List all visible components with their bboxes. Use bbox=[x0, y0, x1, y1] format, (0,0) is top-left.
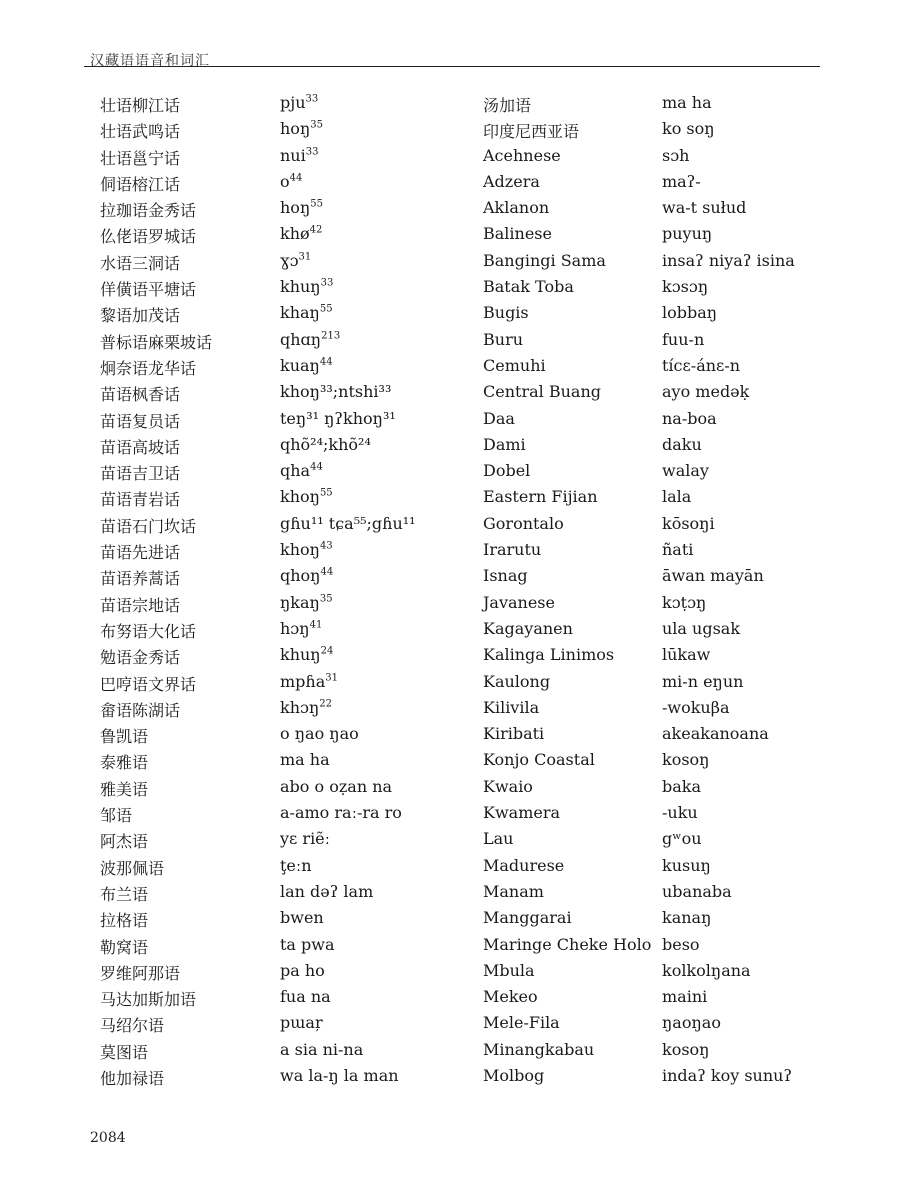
word-form bbox=[662, 1040, 709, 1059]
word-form bbox=[662, 382, 749, 401]
word-form bbox=[662, 935, 700, 954]
form-text: maʔ- bbox=[662, 171, 701, 191]
word-form bbox=[280, 908, 324, 927]
word-form bbox=[280, 251, 311, 270]
word-form bbox=[662, 882, 732, 901]
word-form bbox=[662, 777, 701, 796]
word-form bbox=[280, 724, 359, 743]
word-form bbox=[662, 803, 698, 822]
word-form bbox=[280, 856, 312, 875]
word-form bbox=[280, 829, 330, 848]
form-text: walay bbox=[662, 461, 709, 481]
form-text: ko soŋ bbox=[662, 119, 715, 139]
word-form bbox=[662, 961, 751, 980]
tone-number: 31 bbox=[325, 672, 338, 684]
form-text: ayo medəḳ bbox=[662, 382, 750, 402]
form-text: kōsoŋi bbox=[662, 513, 715, 533]
word-form bbox=[662, 514, 715, 533]
form-text: ŋaoŋao bbox=[662, 1013, 721, 1033]
form-text: ma ha bbox=[280, 750, 330, 770]
tone-number: 43 bbox=[319, 540, 333, 552]
word-form bbox=[280, 540, 333, 559]
word-form bbox=[280, 593, 333, 612]
language-name: 壮语武鸣话 bbox=[100, 122, 181, 142]
language-name: 佯僙语平塘话 bbox=[100, 280, 197, 300]
word-list bbox=[0, 90, 900, 1100]
language-name: 水语三洞话 bbox=[100, 253, 181, 273]
word-form bbox=[280, 382, 391, 401]
language-name: Kwaio bbox=[483, 776, 533, 796]
form-text: khɔŋ bbox=[280, 697, 320, 717]
form-text: fua na bbox=[280, 987, 331, 1007]
word-form bbox=[280, 672, 338, 691]
word-form bbox=[662, 750, 709, 769]
language-name: 勒窝语 bbox=[100, 937, 149, 957]
language-name: 罗维阿那语 bbox=[100, 963, 181, 983]
form-text: khoŋ bbox=[280, 487, 320, 507]
form-text: āwan mayān bbox=[662, 566, 764, 586]
language-name: 炯奈语龙华话 bbox=[100, 358, 197, 378]
language-name: Adzera bbox=[483, 171, 540, 191]
language-name: Dobel bbox=[483, 461, 531, 481]
form-text: daku bbox=[662, 434, 702, 454]
form-text: akeakanoana bbox=[662, 724, 769, 744]
language-name: 壮语柳江话 bbox=[100, 96, 181, 115]
language-name: Minangkabau bbox=[483, 1039, 595, 1059]
form-text: gɦu¹¹ tɕa⁵⁵;gɦu¹¹ bbox=[280, 513, 416, 533]
word-form bbox=[662, 251, 795, 270]
tone-number: 24 bbox=[320, 645, 334, 657]
word-form bbox=[662, 724, 769, 743]
language-name: Cemuhi bbox=[483, 355, 546, 375]
language-name: Molbog bbox=[483, 1065, 545, 1085]
form-text: ubanaba bbox=[662, 881, 732, 901]
form-text: pju bbox=[280, 93, 306, 112]
form-text: kosoŋ bbox=[662, 750, 710, 770]
form-text: fuu-n bbox=[662, 329, 705, 349]
language-name: 仫佬语罗城话 bbox=[100, 227, 197, 247]
word-form bbox=[662, 540, 693, 559]
tone-number: 35 bbox=[319, 593, 333, 605]
language-name: 畲语陈湖话 bbox=[100, 700, 181, 720]
language-name: 布努语大化话 bbox=[100, 621, 197, 641]
language-name: 雅美语 bbox=[100, 779, 149, 799]
language-name: Maringe Cheke Holo bbox=[483, 934, 652, 954]
tone-number: 22 bbox=[319, 698, 332, 710]
language-name: 普标语麻栗坡话 bbox=[100, 332, 213, 352]
form-text: abo o oẓan na bbox=[280, 776, 393, 796]
language-name: 鲁凯语 bbox=[100, 727, 149, 747]
language-name: 苗语吉卫话 bbox=[100, 464, 181, 484]
form-text: kusuŋ bbox=[662, 855, 711, 875]
word-form bbox=[662, 198, 746, 217]
word-form bbox=[280, 777, 392, 796]
form-text: ɣɔ bbox=[280, 250, 299, 270]
language-name: Manggarai bbox=[483, 908, 572, 928]
language-name: Bangingi Sama bbox=[483, 250, 606, 270]
form-text: ta pwa bbox=[280, 934, 335, 954]
word-form bbox=[280, 409, 396, 428]
tone-number: 35 bbox=[310, 119, 323, 131]
form-text: kɔṭɔŋ bbox=[662, 592, 707, 612]
word-form bbox=[662, 1013, 721, 1032]
word-form bbox=[280, 435, 371, 454]
form-text: hoŋ bbox=[280, 119, 311, 139]
form-text: khuŋ bbox=[280, 645, 321, 665]
word-form bbox=[662, 172, 701, 191]
form-text: indaʔ koy sunuʔ bbox=[662, 1065, 793, 1085]
form-text: o bbox=[280, 171, 290, 191]
language-name: Balinese bbox=[483, 224, 552, 244]
word-form bbox=[662, 672, 743, 691]
word-form bbox=[280, 198, 323, 217]
form-text: kuaŋ bbox=[280, 355, 320, 375]
word-form bbox=[280, 93, 318, 112]
form-text: qhõ²⁴;khõ²⁴ bbox=[280, 434, 371, 454]
language-name: 印度尼西亚语 bbox=[483, 122, 580, 142]
word-form bbox=[662, 1066, 792, 1085]
language-name: 邹语 bbox=[100, 806, 133, 826]
form-text: -wokuβa bbox=[662, 697, 730, 717]
form-text: lala bbox=[662, 487, 692, 507]
form-text: a-amo raː-ra ro bbox=[280, 803, 402, 823]
language-name: Mele-Fila bbox=[483, 1013, 560, 1033]
form-text: wa-t sułud bbox=[662, 198, 747, 218]
tone-number: 55 bbox=[319, 488, 333, 500]
form-text: ñati bbox=[662, 540, 694, 560]
word-form bbox=[280, 803, 402, 822]
form-text: maini bbox=[662, 987, 708, 1007]
form-text: khaŋ bbox=[280, 303, 320, 323]
word-form bbox=[280, 146, 318, 165]
language-name: 拉珈语金秀话 bbox=[100, 201, 197, 221]
form-text: kanaŋ bbox=[662, 908, 712, 928]
tone-number: 42 bbox=[309, 225, 323, 237]
word-form bbox=[662, 566, 764, 585]
form-text: kosoŋ bbox=[662, 1039, 710, 1059]
form-text: pa ho bbox=[280, 960, 325, 980]
form-text: ula ugsak bbox=[662, 618, 741, 638]
language-name: 壮语邕宁话 bbox=[100, 148, 181, 168]
language-name: 马绍尔语 bbox=[100, 1016, 165, 1036]
form-text: ŋkaŋ bbox=[280, 592, 320, 612]
form-text: insaʔ niyaʔ isina bbox=[662, 250, 795, 270]
word-form bbox=[280, 1013, 323, 1032]
language-name: 他加禄语 bbox=[100, 1068, 165, 1088]
language-name: 阿杰语 bbox=[100, 832, 149, 852]
word-form bbox=[662, 303, 717, 322]
language-name: 马达加斯加语 bbox=[100, 990, 197, 1010]
word-form bbox=[662, 409, 717, 428]
tone-number: 33 bbox=[320, 277, 334, 289]
form-text: ma ha bbox=[662, 93, 712, 112]
language-name: 侗语榕江话 bbox=[100, 174, 181, 194]
language-name: Lau bbox=[483, 829, 514, 849]
word-form bbox=[280, 119, 323, 138]
language-name: Kwamera bbox=[483, 803, 561, 823]
language-name: Mbula bbox=[483, 960, 535, 980]
tone-number: 44 bbox=[310, 461, 323, 473]
word-form bbox=[280, 961, 325, 980]
page-number: 2084 bbox=[90, 1130, 126, 1146]
language-name: 苗语先进话 bbox=[100, 543, 181, 563]
form-text: tícɛ-ánɛ-n bbox=[662, 355, 741, 375]
language-name: Central Buang bbox=[483, 382, 601, 402]
form-text: qha bbox=[280, 461, 311, 481]
language-name: 苗语石门坎话 bbox=[100, 516, 197, 536]
form-text: pɯaŗ bbox=[280, 1013, 323, 1033]
form-text: beso bbox=[662, 934, 700, 954]
language-name: 苗语高坡话 bbox=[100, 437, 181, 457]
word-form bbox=[662, 856, 711, 875]
word-form bbox=[662, 829, 702, 848]
word-form bbox=[280, 698, 332, 717]
language-name: Buru bbox=[483, 329, 524, 349]
word-form bbox=[280, 487, 333, 506]
form-text: kolkolŋana bbox=[662, 960, 751, 980]
word-form bbox=[280, 1040, 363, 1059]
language-name: 苗语复员话 bbox=[100, 411, 181, 431]
running-head: 汉藏语语音和词汇 bbox=[90, 53, 210, 69]
word-form bbox=[662, 461, 709, 480]
language-name: Bugis bbox=[483, 303, 529, 323]
form-text: khoŋ³³;ntshi³³ bbox=[280, 382, 392, 402]
word-form bbox=[662, 908, 711, 927]
language-name: 苗语青岩话 bbox=[100, 490, 181, 510]
form-text: bwen bbox=[280, 908, 324, 928]
word-form bbox=[662, 593, 706, 612]
form-text: mi-n eŋun bbox=[662, 671, 744, 691]
language-name: Kilivila bbox=[483, 697, 540, 717]
language-name: Mekeo bbox=[483, 987, 538, 1007]
language-name: Manam bbox=[483, 881, 544, 901]
word-form bbox=[662, 645, 710, 664]
language-name: 苗语枫香话 bbox=[100, 385, 181, 405]
tone-number: 55 bbox=[319, 304, 333, 316]
language-name: 巴哼语文界话 bbox=[100, 674, 197, 694]
word-form bbox=[280, 645, 333, 664]
word-form bbox=[280, 224, 322, 243]
word-form bbox=[662, 987, 707, 1006]
form-text: khoŋ bbox=[280, 540, 320, 560]
language-name: 苗语养蒿话 bbox=[100, 569, 181, 589]
language-name: 布兰语 bbox=[100, 884, 149, 904]
form-text: teŋ³¹ ŋʔkhoŋ³¹ bbox=[280, 408, 396, 428]
tone-number: 44 bbox=[320, 567, 334, 579]
word-form bbox=[280, 566, 333, 585]
language-name: Gorontalo bbox=[483, 513, 564, 533]
form-text: mpɦa bbox=[280, 671, 326, 691]
form-text: puyuŋ bbox=[662, 224, 713, 244]
language-name: Konjo Coastal bbox=[483, 750, 595, 770]
word-form bbox=[280, 461, 323, 480]
language-name: Kaulong bbox=[483, 671, 551, 691]
form-text: sɔh bbox=[662, 145, 690, 165]
word-form bbox=[280, 303, 333, 322]
language-name: Irarutu bbox=[483, 540, 542, 560]
tone-number: 33 bbox=[305, 93, 319, 105]
language-name: Madurese bbox=[483, 855, 565, 875]
form-text: hɔŋ bbox=[280, 618, 310, 638]
word-form bbox=[280, 514, 416, 533]
word-form bbox=[280, 356, 333, 375]
word-form bbox=[280, 172, 302, 191]
form-text: khuŋ bbox=[280, 277, 321, 297]
tone-number: 31 bbox=[298, 251, 312, 263]
tone-number: 44 bbox=[319, 356, 333, 368]
form-text: nui bbox=[280, 145, 306, 165]
language-name: Acehnese bbox=[483, 145, 561, 165]
tone-number: 41 bbox=[309, 619, 323, 631]
form-text: a sia ni-na bbox=[280, 1039, 364, 1059]
form-text: qhoŋ bbox=[280, 566, 321, 586]
word-form bbox=[280, 330, 340, 349]
form-text: kɔsɔŋ bbox=[662, 277, 709, 297]
tone-number: 44 bbox=[289, 172, 303, 184]
form-text: na-boa bbox=[662, 408, 717, 428]
form-text: lobbaŋ bbox=[662, 303, 718, 323]
language-name: Isnag bbox=[483, 566, 528, 586]
language-name: Batak Toba bbox=[483, 277, 574, 297]
word-form bbox=[662, 356, 740, 375]
word-form bbox=[280, 619, 322, 638]
tone-number: 33 bbox=[305, 146, 319, 158]
language-name: Eastern Fijian bbox=[483, 487, 598, 507]
tone-number: 213 bbox=[321, 330, 341, 342]
form-text: khø bbox=[280, 224, 310, 244]
form-text: hoŋ bbox=[280, 198, 311, 218]
language-name: 勉语金秀话 bbox=[100, 648, 181, 668]
form-text: lūkaw bbox=[662, 645, 711, 665]
word-form bbox=[662, 435, 702, 454]
form-text: ţeːn bbox=[280, 855, 312, 875]
language-name: Javanese bbox=[483, 592, 555, 612]
word-form bbox=[280, 277, 333, 296]
word-form bbox=[280, 750, 330, 769]
header-rule bbox=[84, 66, 820, 67]
form-text: baka bbox=[662, 776, 702, 796]
form-text: o ŋao ŋao bbox=[280, 724, 359, 744]
word-form bbox=[662, 146, 689, 165]
form-text: lan dəʔ lam bbox=[280, 881, 374, 901]
language-name: 汤加语 bbox=[483, 96, 532, 115]
word-form bbox=[280, 935, 335, 954]
word-form bbox=[662, 119, 715, 138]
language-name: 波那佩语 bbox=[100, 858, 165, 878]
language-name: 拉格语 bbox=[100, 911, 149, 931]
form-text: -uku bbox=[662, 803, 698, 823]
language-name: Dami bbox=[483, 434, 526, 454]
word-form bbox=[662, 330, 704, 349]
form-text: wa la-ŋ la man bbox=[280, 1065, 399, 1085]
language-name: Kalinga Linimos bbox=[483, 645, 615, 665]
language-name: Kagayanen bbox=[483, 618, 573, 638]
word-form bbox=[662, 619, 740, 638]
language-name: 黎语加茂话 bbox=[100, 306, 181, 326]
word-form bbox=[662, 487, 691, 506]
word-form bbox=[662, 224, 712, 243]
word-form bbox=[280, 882, 373, 901]
language-name: 泰雅语 bbox=[100, 753, 149, 773]
form-text: qhɑŋ bbox=[280, 329, 322, 349]
language-name: 苗语宗地话 bbox=[100, 595, 181, 615]
language-name: Aklanon bbox=[483, 198, 550, 218]
language-name: Daa bbox=[483, 408, 515, 428]
language-name: Kiribati bbox=[483, 724, 545, 744]
language-name: 莫图语 bbox=[100, 1042, 149, 1062]
word-form bbox=[280, 987, 331, 1006]
word-form bbox=[662, 93, 712, 112]
form-text: gʷou bbox=[662, 829, 702, 849]
word-form bbox=[662, 277, 708, 296]
word-form bbox=[662, 698, 730, 717]
word-form bbox=[280, 1066, 399, 1085]
form-text: yɛ riẽː bbox=[280, 829, 331, 849]
tone-number: 55 bbox=[310, 198, 323, 210]
